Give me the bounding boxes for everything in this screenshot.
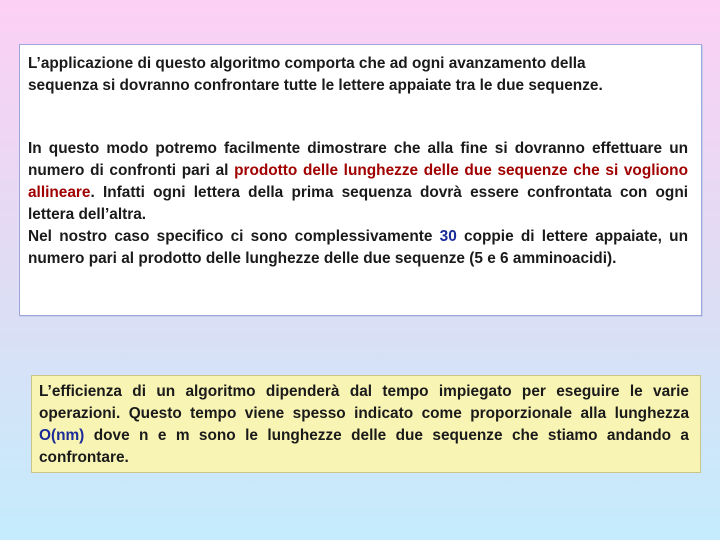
efficiency-note-box <box>31 375 701 473</box>
note-text: L’efficienza di un algoritmo dipenderà dal tempo impiegato per eseguire le varie operazioni. Questo tempo viene spesso indicato come proporzionale alla lunghezza <box>39 383 689 422</box>
intro-paragraph: L’applicazione di questo algoritmo comporta che ad ogni avanzamento della sequenza si dovranno confrontare tutte le lettere appaiate tra le due sequenze. <box>28 55 603 94</box>
main-text-box <box>19 44 702 316</box>
body-paragraphs <box>28 138 688 270</box>
paragraph2-text-end: coppie di lettere appaiate, un numero pari al prodotto delle lunghezze delle due sequenze (5 e 6 amminoacidi). <box>28 228 688 267</box>
complexity-formula: O(nm) <box>39 427 85 444</box>
note-text-end: dove n e m sono le lunghezze delle due sequenze che stiamo andando a confrontare. <box>39 427 689 466</box>
paragraph1-text-end: . Infatti ogni lettera della prima sequenza dovrà essere confrontata con ogni lettera dell’altra. <box>28 184 688 223</box>
paragraph1-highlight: prodotto delle lunghezze delle due sequenze che si vogliono allineare <box>28 162 688 201</box>
paragraph2-number: 30 <box>439 228 457 245</box>
paragraph1-text: In questo modo potremo facilmente dimostrare che alla fine si dovranno effettuare un numero di confronti pari al <box>28 140 688 179</box>
efficiency-note-text <box>39 381 689 469</box>
paragraph2-text: Nel nostro caso specifico ci sono complessivamente <box>28 228 440 245</box>
